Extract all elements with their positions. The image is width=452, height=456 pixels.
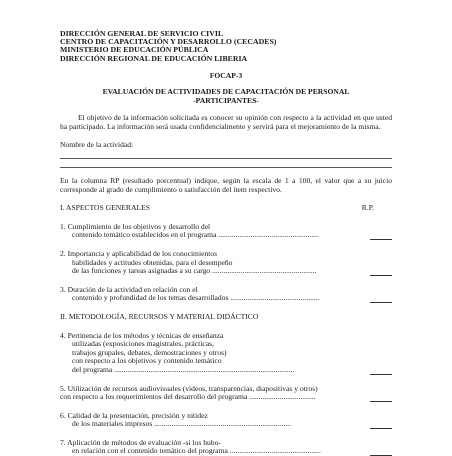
question-7-line-2: en relación con el contenido temático del programa ................................................ bbox=[72, 447, 321, 456]
header-block bbox=[60, 30, 392, 63]
form-title bbox=[60, 88, 392, 105]
header-line-2: CENTRO DE CAPACITACIÓN Y DESARROLLO (CECADES) bbox=[60, 37, 277, 47]
activity-name-line-2[interactable] bbox=[60, 160, 392, 168]
question-3 bbox=[60, 286, 392, 303]
question-6 bbox=[60, 412, 392, 429]
question-7-line-1: 7. Aplicación de métodos de evaluación -si los hubo- bbox=[60, 438, 221, 447]
question-2-line-3: de las funciones y tareas asignadas a su cargo ....................................................... bbox=[72, 267, 317, 276]
section-heading-general bbox=[60, 204, 392, 213]
question-6-rp-field[interactable] bbox=[370, 421, 392, 429]
question-5-line-2: con respecto a los requerimientos del desarrollo del programa ................................... bbox=[60, 393, 316, 402]
question-4 bbox=[60, 332, 392, 375]
question-5 bbox=[60, 385, 392, 402]
question-4-line-5: del programa ............................................................................................... bbox=[72, 365, 295, 374]
question-2-line-2: habilidades y actitudes obtenidas, para el desempeño bbox=[72, 258, 233, 267]
question-3-line-1: 3. Duración de la actividad en relación con el bbox=[60, 285, 198, 294]
question-7-rp-field[interactable] bbox=[370, 448, 392, 456]
section-2-title: II. METODOLOGÍA, RECURSOS Y MATERIAL DIDÁCTICO bbox=[60, 311, 259, 321]
instructions-paragraph: En la columna RP (resultado porcentual) indique, según la escala de 1 a 100, el valor que a su juicio corresponde al grado de cumplimiento o satisfacción del ítem respectivo. bbox=[60, 176, 392, 194]
intro-paragraph: El objetivo de la información solicitada es conocer su opinión con respecto a la actividad en que usted ha participado. La información será usada confidencialmente y servirá para el mejoramiento de la misma. bbox=[60, 113, 392, 131]
question-6-line-1: 6. Calidad de la presentación, precisión y nitidez bbox=[60, 411, 208, 420]
form-code: FOCAP-3 bbox=[209, 70, 243, 80]
form-title-line-1: EVALUACIÓN DE ACTIVIDADES DE CAPACITACIÓN DE PERSONAL bbox=[102, 87, 350, 97]
question-2-rp-field[interactable] bbox=[370, 268, 392, 276]
question-3-line-2: contenido y profundidad de los temas desarrollados ............................................... bbox=[72, 294, 320, 303]
section-heading-methodology bbox=[60, 313, 392, 322]
question-2 bbox=[60, 250, 392, 276]
question-1-line-2: contenido temático establecidos en el programa ..................................................... bbox=[72, 231, 319, 240]
question-4-rp-field[interactable] bbox=[370, 367, 392, 375]
section-1-title: I. ASPECTOS GENERALES bbox=[60, 203, 150, 213]
question-4-line-2: utilizadas (exposiciones magistrales, prácticas, bbox=[72, 340, 214, 349]
header-line-3: MINISTERIO DE EDUCACIÓN PÚBLICA bbox=[60, 45, 209, 55]
question-4-line-4: con respecto a los objetivos y contenido temático bbox=[72, 357, 222, 366]
question-3-rp-field[interactable] bbox=[370, 295, 392, 303]
question-1 bbox=[60, 223, 392, 240]
header-line-4: DIRECCIÓN REGIONAL DE EDUCACIÓN LIBERIA bbox=[60, 53, 248, 63]
question-4-line-1: 4. Pertinencia de los métodos y técnicas de enseñanza bbox=[60, 331, 224, 340]
question-7 bbox=[60, 439, 392, 456]
evaluation-form bbox=[60, 30, 392, 456]
activity-name-line-1[interactable] bbox=[60, 151, 392, 159]
question-4-line-3: trabajos grupales, debates, demostraciones y otros) bbox=[72, 348, 227, 357]
rp-column-header: R.P. bbox=[361, 203, 374, 213]
question-1-line-1: 1. Cumplimiento de los objetivos y desarrollo del bbox=[60, 222, 211, 231]
header-line-1: DIRECCIÓN GENERAL DE SERVICIO CIVIL bbox=[60, 29, 224, 38]
question-6-line-2: de los materiales impresos ........................................................................ bbox=[72, 420, 291, 429]
activity-name-label: Nombre de la actividad: bbox=[60, 140, 134, 150]
question-5-line-1: 5. Utilización de recursos audiovisuales (videos, transparencias, diapositivas y otros) bbox=[60, 384, 318, 393]
question-1-rp-field[interactable] bbox=[370, 232, 392, 240]
form-title-line-2: -PARTICIPANTES- bbox=[193, 95, 259, 105]
question-2-line-1: 2. Importancia y aplicabilidad de los conocimientos bbox=[60, 249, 218, 258]
question-5-rp-field[interactable] bbox=[370, 394, 392, 402]
